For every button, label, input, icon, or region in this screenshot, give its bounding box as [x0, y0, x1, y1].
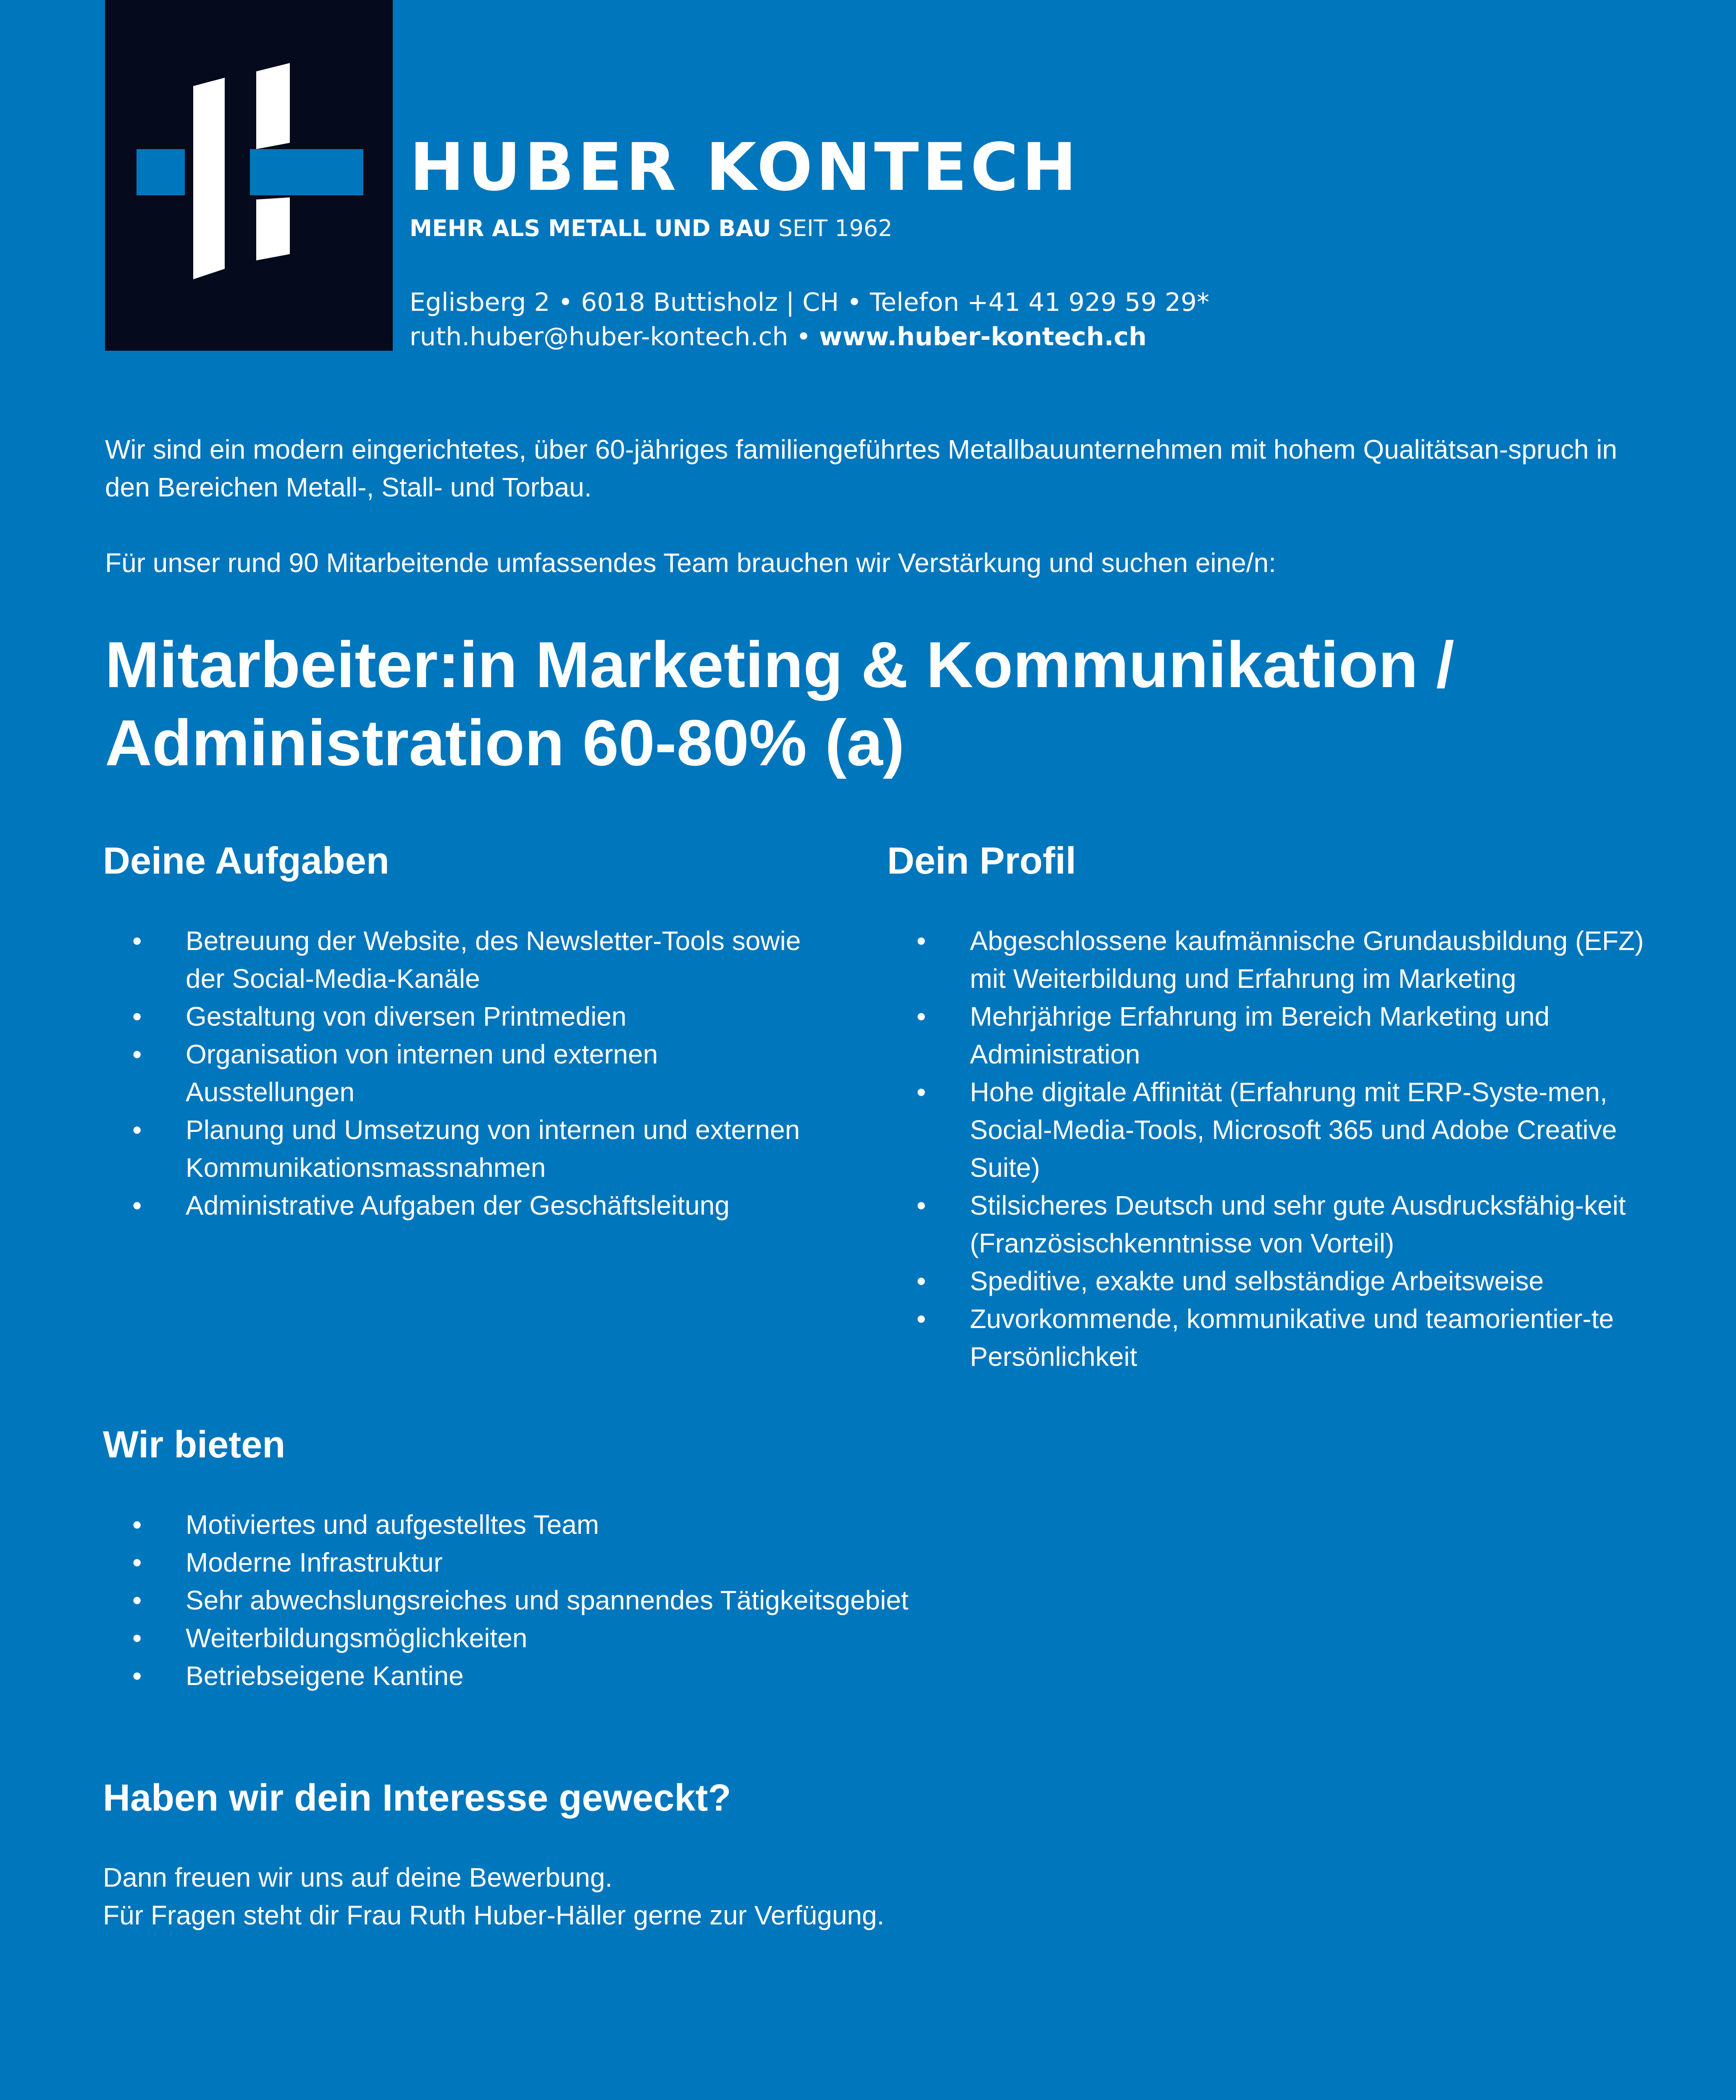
logo	[105, 0, 393, 351]
list-item: • Zuvorkommende, kommunikative und teamorientier-te Persönlichkeit	[887, 1300, 1647, 1376]
contact-line	[410, 320, 1147, 354]
tagline	[410, 217, 893, 240]
address-line: Eglisberg 2 • 6018 Buttisholz | CH • Telefon +41 41 929 59 29*	[410, 288, 1210, 317]
list-item: • Hohe digitale Affinität (Erfahrung mit ERP-Syste-men, Social-Media-Tools, Microsoft 365 und Adobe Creative Suite)	[887, 1073, 1647, 1186]
intro-paragraph: Wir sind ein modern eingerichtetes, über 60-jähriges familiengeführtes Metallbauunternehmen mit hohem Qualitätsan-spruch in den Bereichen Metall-, Stall- und Torbau.	[105, 434, 1618, 502]
offer-heading: Wir bieten	[103, 1424, 286, 1466]
tasks-heading: Deine Aufgaben	[103, 840, 389, 882]
list-item: • Betriebseigene Kantine	[103, 1657, 1279, 1695]
list-item: • Moderne Infrastruktur	[103, 1544, 1279, 1581]
contact-person-text: Für Fragen steht dir Frau Ruth Huber-Häller gerne zur Verfügung.	[103, 1900, 885, 1930]
logo-mark-icon	[137, 63, 363, 281]
job-title-line: Mitarbeiter:in Marketing & Kommunikation /	[105, 628, 1455, 701]
website-link[interactable]: www.huber-kontech.ch	[819, 322, 1147, 352]
job-title	[105, 626, 1659, 782]
tasks-list	[103, 922, 817, 1224]
list-item: • Abgeschlossene kaufmännische Grundausbildung (EFZ) mit Weiterbildung und Erfahrung im Marketing	[887, 922, 1647, 998]
separator: •	[788, 322, 819, 352]
brand-name: HUBER KONTECH	[410, 129, 1080, 205]
email-link[interactable]: ruth.huber@huber-kontech.ch	[410, 322, 788, 352]
list-item: • Stilsicheres Deutsch und sehr gute Ausdrucksfähig-keit (Französischkenntnisse von Vorteil)	[887, 1186, 1647, 1262]
list-item: • Motiviertes und aufgestelltes Team	[103, 1506, 1279, 1544]
list-item: • Weiterbildungsmöglichkeiten	[103, 1619, 1279, 1657]
profile-list	[887, 922, 1647, 1376]
interest-heading: Haben wir dein Interesse geweckt?	[103, 1777, 731, 1819]
list-item: • Organisation von internen und externen Ausstellungen	[103, 1035, 817, 1111]
closing-text: Dann freuen wir uns auf deine Bewerbung.	[103, 1862, 613, 1893]
intro-team-paragraph: Für unser rund 90 Mitarbeitende umfassendes Team brauchen wir Verstärkung und suchen eine/n:	[105, 548, 1276, 578]
list-item: • Gestaltung von diversen Printmedien	[103, 998, 817, 1035]
job-title-line: Administration 60-80% (a)	[105, 706, 905, 779]
list-item: • Administrative Aufgaben der Geschäftsleitung	[103, 1186, 817, 1224]
offer-list	[103, 1506, 1279, 1695]
tagline-light: SEIT 1962	[778, 215, 893, 242]
list-item: • Mehrjährige Erfahrung im Bereich Marketing und Administration	[887, 998, 1647, 1073]
list-item: • Planung und Umsetzung von internen und externen Kommunikationsmassnahmen	[103, 1111, 817, 1186]
profile-heading: Dein Profil	[887, 840, 1077, 882]
list-item: • Sehr abwechslungsreiches und spannendes Tätigkeitsgebiet	[103, 1581, 1279, 1619]
list-item: • Betreuung der Website, des Newsletter-Tools sowie der Social-Media-Kanäle	[103, 922, 817, 998]
list-item: • Speditive, exakte und selbständige Arbeitsweise	[887, 1262, 1647, 1300]
tagline-bold: MEHR ALS METALL UND BAU	[410, 215, 771, 242]
